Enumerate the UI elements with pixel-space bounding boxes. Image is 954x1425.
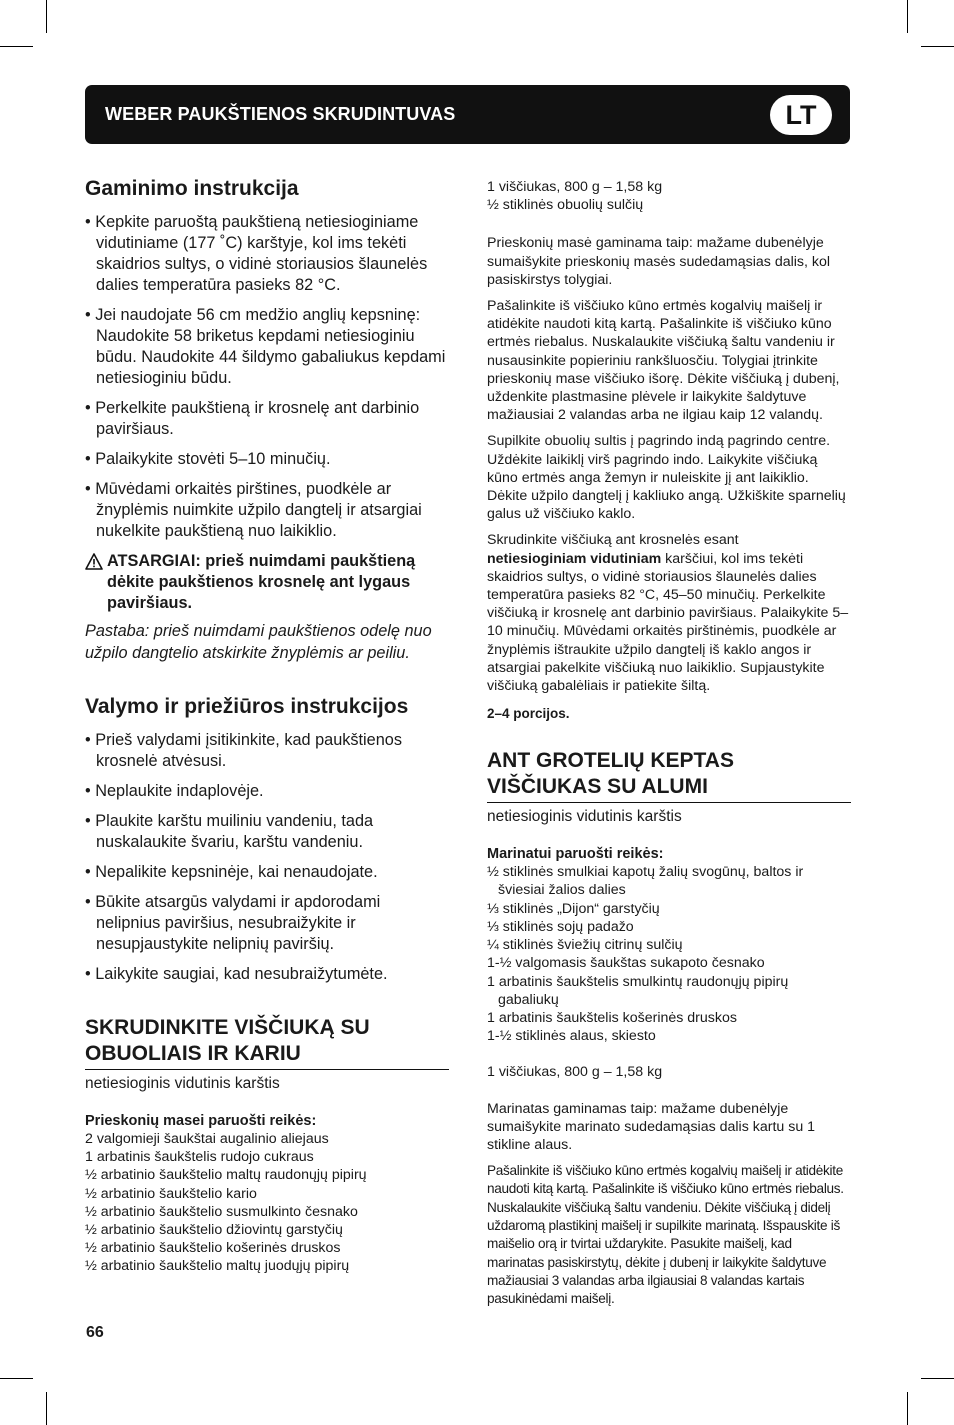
recipe1-step: Supilkite obuolių sultis į pagrindo indą pagrindo centre. Uždėkite laikiklį virš pagrindo indo. Laikykite viščiuką kūno ertmės anga žemyn ir nuleiskite jį ant laikiklio. Dėkite užpilo dangtelį į kakliuko angą. Užkiškite sparnelių galus už viščiuko kaklo. [487, 433, 846, 523]
recipe1-step4-emphasis: netiesioginiam vidutiniam [487, 550, 662, 567]
crop-mark [907, 1392, 908, 1425]
ingredient: ½ arbatinio šaukštelio maltų raudonųjų pipirų [85, 1167, 367, 1184]
recipe2-step: Marinatas gaminamas taip: mažame dubenėlyje sumaišykite marinato sudedamąsias dalis kartu su 1 stikline alaus. [487, 1100, 816, 1153]
list-item: • Plaukite karštu muiliniu vandeniu, tada nuskalaukite švariu, karštu vandeniu. [85, 812, 374, 851]
ingredient: ½ arbatinio šaukštelio susmulkinto česnako [85, 1203, 358, 1220]
cooking-list [85, 212, 449, 542]
rub-ingredients [85, 1130, 449, 1276]
crop-mark [921, 46, 954, 47]
crop-mark [0, 1378, 33, 1379]
cooking-heading: Gaminimo instrukcija [85, 177, 299, 200]
ingredient: 1 viščiukas, 800 g – 1,58 kg [487, 1064, 663, 1081]
ingredient: 1-½ stiklinės alaus, skiesto [487, 1028, 656, 1045]
marinade-label: Marinatui paruošti reikės: [487, 846, 664, 863]
recipe1-step4-text: karščiui, kol ims tekėti skaidrios sultys, o vidinė storiausios šlaunelės dalies temperatūra pasieks 82 °C, 45–50 minučių. Perkelkite viščiuką ir krosnelę ant darbinio paviršiaus. Palaikykite 5–10 minučių. Mūvėdami orkaitės pirštinėmis, puodkėle ar žnyplėmis ištraukite užpilo dangtelį iš kaklo angos ir atsargiai pakelkite viščiuką nuo laikiklio. Supjaustykite viščiuką gabalėliais ir patiekite šiltą. [487, 550, 849, 695]
header-title: WEBER PAUKŠTIENOS SKRUDINTUVAS [105, 104, 456, 124]
crop-mark [907, 0, 908, 33]
ingredient: ½ arbatinio šaukštelio maltų juodųjų pipirų [85, 1258, 350, 1275]
warning-block [85, 551, 449, 614]
recipe2-heat: netiesioginis vidutinis karštis [487, 808, 682, 826]
crop-mark [0, 46, 33, 47]
list-item: • Prieš valydami įsitikinkite, kad paukštienos krosnelė atvėsusi. [85, 731, 402, 770]
ingredient: ½ stiklinės obuolių sulčių [487, 197, 644, 214]
ingredient: 1 arbatinis šaukštelis košerinės druskos [487, 1009, 737, 1026]
recipe1-step: Pašalinkite iš viščiuko kūno ertmės kogalvių maišelį ir atidėkite naudoti kitą kartą. Pašalinkite iš viščiuko kūno ertmės riebalus. Nuskalaukite viščiuką šaltu vandeniu ir nusausinkite popieriniu rankšluosčiu. Tolygiai įtrinkite prieskonių mase viščiuko išorę. Dėkite viščiuką į dubenį, uždenkite plastmasine plėvele ir laikykite šaldytuve mažiausiai 2 valandas arba ne ilgiau kaip 12 valandų. [487, 298, 840, 424]
ingredient: ⅓ stiklinės „Dijon“ garstyčių [487, 900, 660, 917]
recipe2-title [487, 748, 851, 803]
list-item: • Perkelkite paukštieną ir krosnelę ant darbinio paviršiaus. [85, 399, 420, 438]
list-item: • Jei naudojate 56 cm medžio anglių kepsninę: Naudokite 58 briketus kepdami netiesioginiu būdu. Naudokite 44 šildymo gabaliukus kepdami netiesioginiu būdu. [85, 306, 446, 387]
list-item: • Mūvėdami orkaitės pirštines, puodkėle ar žnyplėmis nuimkite užpilo dangtelį ir atsargiai nukelkite paukštieną nuo laikiklio. [85, 480, 422, 540]
ingredient: ½ arbatinio šaukštelio džiovintų garstyčių [85, 1222, 343, 1239]
recipe1-heat: netiesioginis vidutinis karštis [85, 1075, 280, 1092]
ingredient: 2 valgomieji šaukštai augalinio aliejaus [85, 1131, 329, 1147]
left-column [85, 176, 449, 1276]
ingredient: 1 viščiukas, 800 g – 1,58 kg [487, 179, 663, 195]
recipe1-step: Prieskonių masė gaminama taip: mažame dubenėlyje sumaišykite prieskonių masės sudedamąsias dalis, kol pasiskirstys tolygiai. [487, 235, 831, 288]
note-text: Pastaba: prieš nuimdami paukštienos odelę nuo užpilo dangtelio atskirkite žnyplėmis ar peiliu. [85, 622, 432, 662]
crop-mark [46, 1392, 47, 1425]
recipe1-other-ingredients [487, 178, 851, 214]
recipe2-other-ingredients [487, 1063, 851, 1081]
marinade-ingredients [487, 863, 851, 1045]
ingredient: 1-½ valgomasis šaukštas sukapoto česnako [487, 955, 765, 972]
ingredient: ½ arbatinio šaukštelio kario [85, 1185, 257, 1202]
recipe2-title-line2: VIŠČIUKAS SU ALUMI [487, 775, 708, 799]
recipe1-servings: 2–4 porcijos. [487, 706, 570, 722]
recipe2-title-line1: ANT GROTELIŲ KEPTAS [487, 749, 734, 773]
list-item: • Kepkite paruoštą paukštieną netiesioginiame vidutiniame (177 ˚C) karštyje, kol ims tekėti skaidrios sultys, o vidinė storiausios šlaunelės dalies temperatūra pasieks 82 °C. [85, 213, 428, 294]
recipe1-step4-text: Skrudinkite viščiuką ant krosnelės esant [487, 532, 739, 549]
list-item: • Laikykite saugiai, kad nesubraižytumėte. [85, 965, 388, 983]
header-bar [85, 85, 850, 144]
warning-triangle-icon [85, 553, 103, 570]
recipe1-step [487, 531, 851, 695]
list-item: • Nepalikite kepsninėje, kai nenaudojate. [85, 863, 378, 881]
list-item: • Neplaukite indaplovėje. [85, 782, 264, 800]
crop-mark [921, 1378, 954, 1379]
ingredient: ¼ stiklinės šviežių citrinų sulčių [487, 937, 683, 954]
recipe1-title-line2: OBUOLIAIS IR KARIU [85, 1042, 301, 1065]
crop-mark [46, 0, 47, 33]
cleaning-heading: Valymo ir priežiūros instrukcijos [85, 695, 409, 718]
ingredient: 1 arbatinis šaukštelis rudojo cukraus [85, 1149, 314, 1166]
ingredient: 1 arbatinis šaukštelis smulkintų raudonųjų pipirų gabaliukų [487, 973, 789, 1008]
cleaning-list [85, 730, 449, 985]
list-item: • Būkite atsargūs valydami ir apdorodami nelipnius paviršius, nesubraižykite ir nesupjaustykite nelipnių paviršių. [85, 893, 381, 953]
ingredient: ½ stiklinės smulkiai kapotų žalių svogūnų, baltos ir šviesiai žalios dalies [487, 864, 804, 899]
recipe1-title-line1: SKRUDINKITE VIŠČIUKĄ SU [85, 1016, 370, 1039]
right-column [487, 178, 851, 1309]
warning-text: ATSARGIAI: prieš nuimdami paukštieną dėkite paukštienos krosnelę ant lygaus paviršiaus. [107, 552, 416, 612]
page-number: 66 [86, 1324, 104, 1341]
recipe2-step: Pašalinkite iš viščiuko kūno ertmės kogalvių maišelį ir atidėkite naudoti kitą kartą. Pašalinkite iš viščiuko kūno ertmės riebalus. Nuskalaukite viščiuką šaltu vandeniu. Dėkite viščiuką į didelį uždaromą plastikinį maišelį ir supilkite marinatą. Išspauskite iš maišelio orą ir tvirtai uždarykite. Pasukite maišelį, kad marinatas pasiskirstytų, dėkite į dubenį ir laikykite šaldytuve mažiausiai 3 valandas arba ilgiausiai 8 valandas kartais pasukinėdami maišelį. [487, 1163, 844, 1307]
ingredient: ⅓ stiklinės sojų padažo [487, 918, 634, 935]
recipe1-title [85, 1015, 449, 1070]
list-item: • Palaikykite stovėti 5–10 minučių. [85, 450, 331, 468]
rub-label: Prieskonių masei paruošti reikės: [85, 1113, 317, 1129]
language-badge: LT [770, 95, 832, 135]
ingredient: ½ arbatinio šaukštelio košerinės druskos [85, 1240, 341, 1257]
